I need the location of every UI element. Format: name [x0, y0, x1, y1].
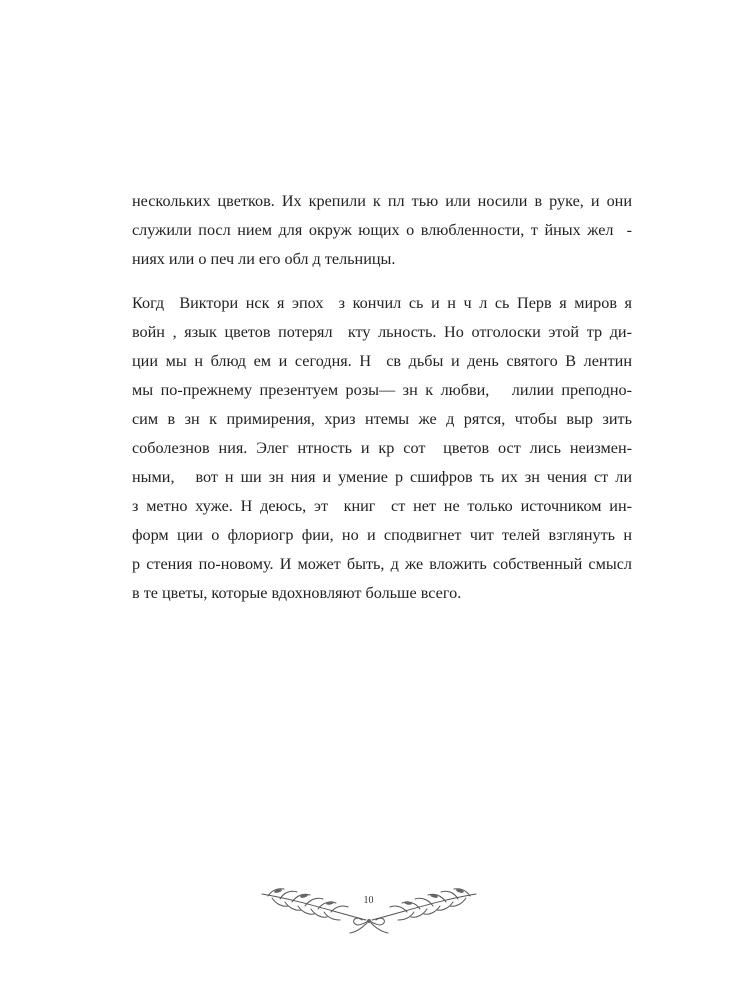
- text-line: Когд Виктори нск я эпох з кончил сь и н ч л сь Перв я миров я: [132, 294, 632, 312]
- text-line: в те цветы, которые вдохновляют больше всего.: [132, 584, 462, 602]
- body-text: [132, 187, 632, 608]
- text-line: служили посл нием для окруж ющих о влюбленности, т йных жел -: [132, 221, 632, 239]
- laurel-wreath-ornament-icon: [258, 880, 480, 936]
- text-line: ниях или о печ ли его обл д тельницы.: [132, 250, 396, 268]
- text-line: сим в зн к примирения, хриз нтемы же д рятся, чтобы выр зить: [132, 410, 632, 428]
- text-line: ции мы н блюд ем и сегодня. Н св дьбы и день святого В лентин: [132, 352, 632, 370]
- page-number: 10: [363, 895, 374, 906]
- paragraph-1: [132, 187, 632, 274]
- text-line: мы по-прежнему презентуем розы— зн к любви, лилии преподно-: [132, 381, 632, 399]
- text-line: з метно хуже. Н деюсь, эт книг ст нет не только источником ин-: [132, 497, 632, 515]
- text-line: войн , язык цветов потерял кту льность. Но отголоски этой тр ди-: [132, 323, 632, 341]
- paragraph-2: [132, 289, 632, 608]
- text-line: р стения по-новому. И может быть, д же вложить собственный смысл: [132, 555, 632, 573]
- paragraph-spacer: [132, 274, 632, 289]
- text-line: форм ции о флориогр фии, но и сподвигнет чит телей взглянуть н: [132, 526, 632, 544]
- text-line: ными, вот н ши зн ния и умение р сшифров ть их зн чения ст ли: [132, 468, 632, 486]
- text-line: соболезнов ния. Элег нтность и кр сот цветов ост лись неизмен-: [132, 439, 632, 457]
- text-line: нескольких цветков. Их крепили к пл тью или носили в руке, и они: [132, 192, 632, 210]
